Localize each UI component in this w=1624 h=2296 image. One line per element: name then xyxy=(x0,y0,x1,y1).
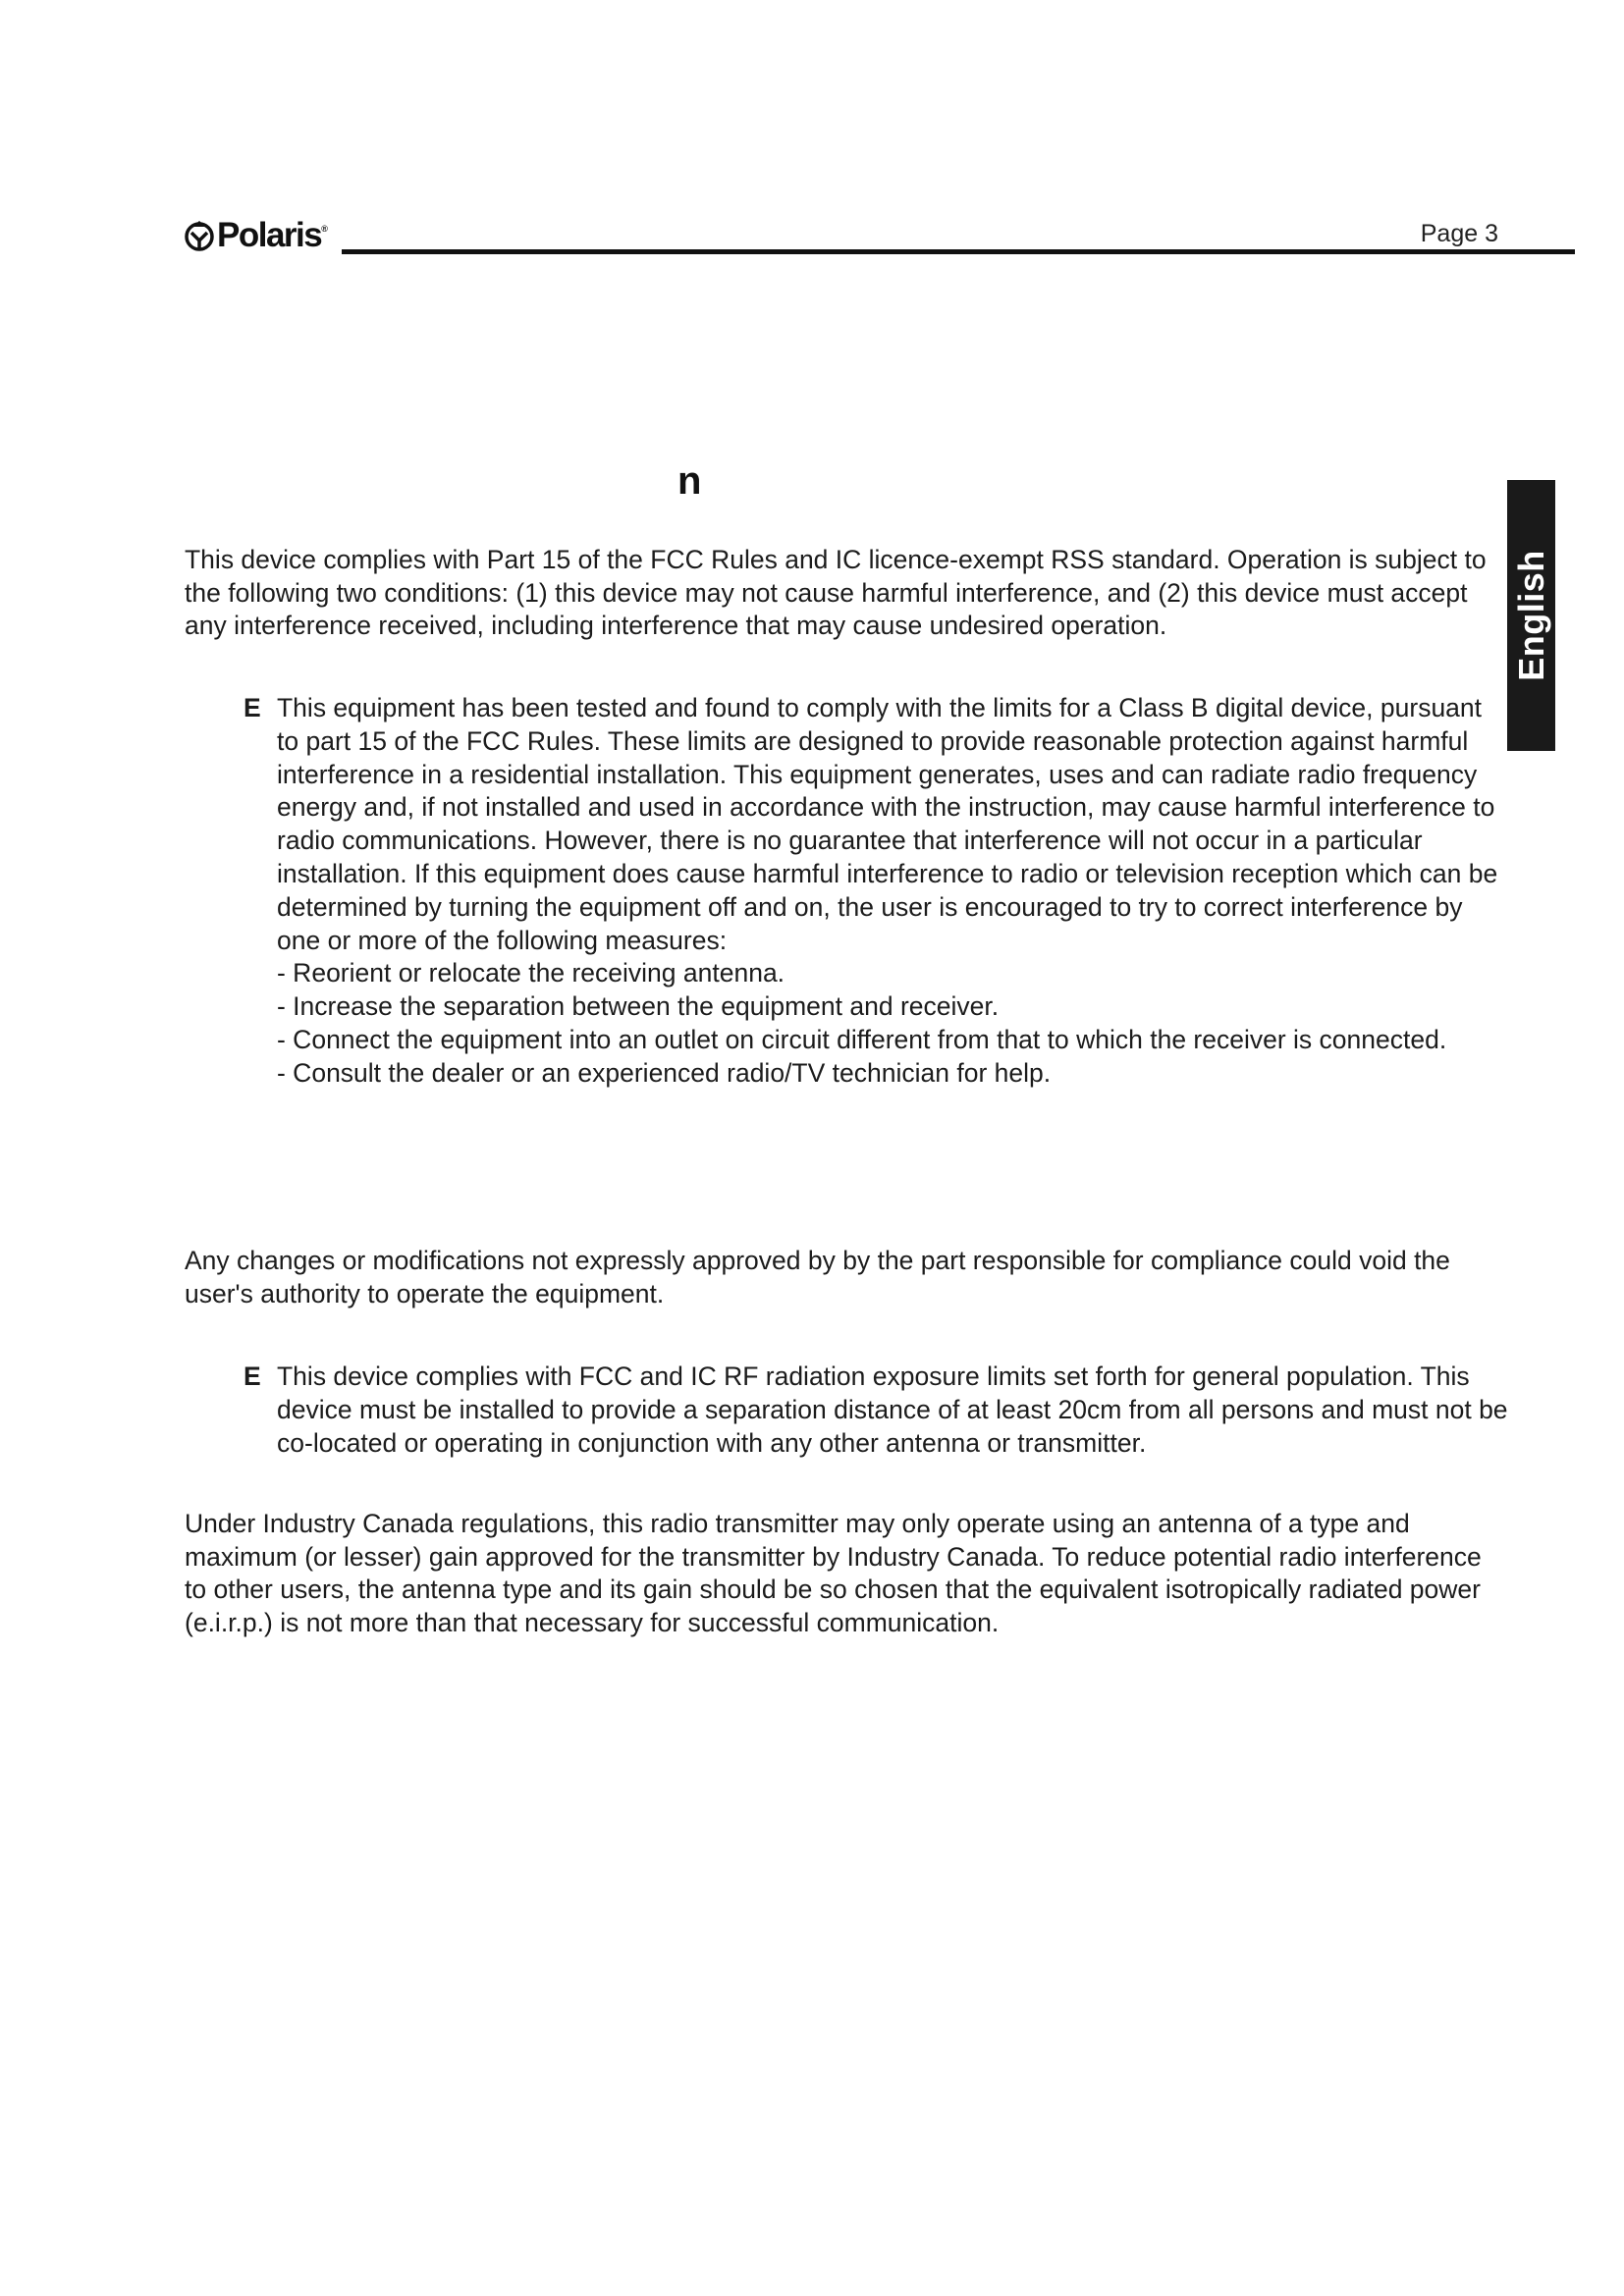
measure-item: - Connect the equipment into an outlet on circuit different from that to which the receiver is connected. xyxy=(277,1024,1447,1054)
note-body xyxy=(277,692,1500,1091)
class-b-note-text: This equipment has been tested and found to comply with the limits for a Class B digital device, pursuant to part 15 of the FCC Rules. These limits are designed to provide reasonable protection against harmful interference in a residential installation. This equipment generates, uses and can radiate radio frequency energy and, if not installed and used in accordance with the instruction, may cause harmful interference to radio communications. However, there is no guarantee that interference will not occur in a particular installation. If this equipment does cause harmful interference to radio or television reception which can be determined by turning the equipment off and on, the user is encouraged to try to correct interference by one or more of the following measures: xyxy=(277,693,1498,955)
header-rule xyxy=(342,249,1575,254)
language-tab xyxy=(1507,480,1555,751)
note-body xyxy=(277,1361,1520,1460)
polaris-mark-icon xyxy=(183,219,216,252)
measure-item: - Reorient or relocate the receiving antenna. xyxy=(277,958,785,988)
class-b-note xyxy=(244,692,1500,1091)
rf-exposure-text: This device complies with FCC and IC RF radiation exposure limits set forth for general population. This device must be installed to provide a separation distance of at least 20cm from all persons and must not be co-located or operating in conjunction with any other antenna or transmitter. xyxy=(277,1362,1508,1458)
note-marker: E xyxy=(244,1362,261,1391)
page-header xyxy=(183,214,1498,257)
polaris-logo xyxy=(183,214,328,257)
note-marker: E xyxy=(244,693,261,722)
trademark-symbol: ® xyxy=(321,224,328,234)
measure-item: - Increase the separation between the equipment and receiver. xyxy=(277,991,1000,1022)
industry-canada-paragraph: Under Industry Canada regulations, this radio transmitter may only operate using an antenna of a type and maximum (or lesser) gain approved for the transmitter by Industry Canada. To reduce potential radio interference to other users, the antenna type and its gain should be so chosen that the equivalent isotropically radiated power (e.i.r.p.) is not more than that necessary for successful communication. xyxy=(185,1509,1482,1637)
section-heading: n xyxy=(677,459,702,503)
language-tab-label: English xyxy=(1510,550,1551,681)
modifications-paragraph: Any changes or modifications not expressly approved by by the part responsible for compliance could void the user's authority to operate the equipment. xyxy=(185,1246,1450,1308)
page-number: Page 3 xyxy=(1420,220,1498,247)
fcc-compliance-paragraph: This device complies with Part 15 of the FCC Rules and IC licence-exempt RSS standard. Operation is subject to the following two conditions: (1) this device may not cause harmful interference, and (2) this device must accept any interference received, including interference that may cause undesired operation. xyxy=(185,545,1487,640)
rf-exposure-note xyxy=(244,1361,1520,1460)
brand-name: Polaris xyxy=(217,216,322,254)
measure-item: - Consult the dealer or an experienced radio/TV technician for help. xyxy=(277,1057,1052,1088)
